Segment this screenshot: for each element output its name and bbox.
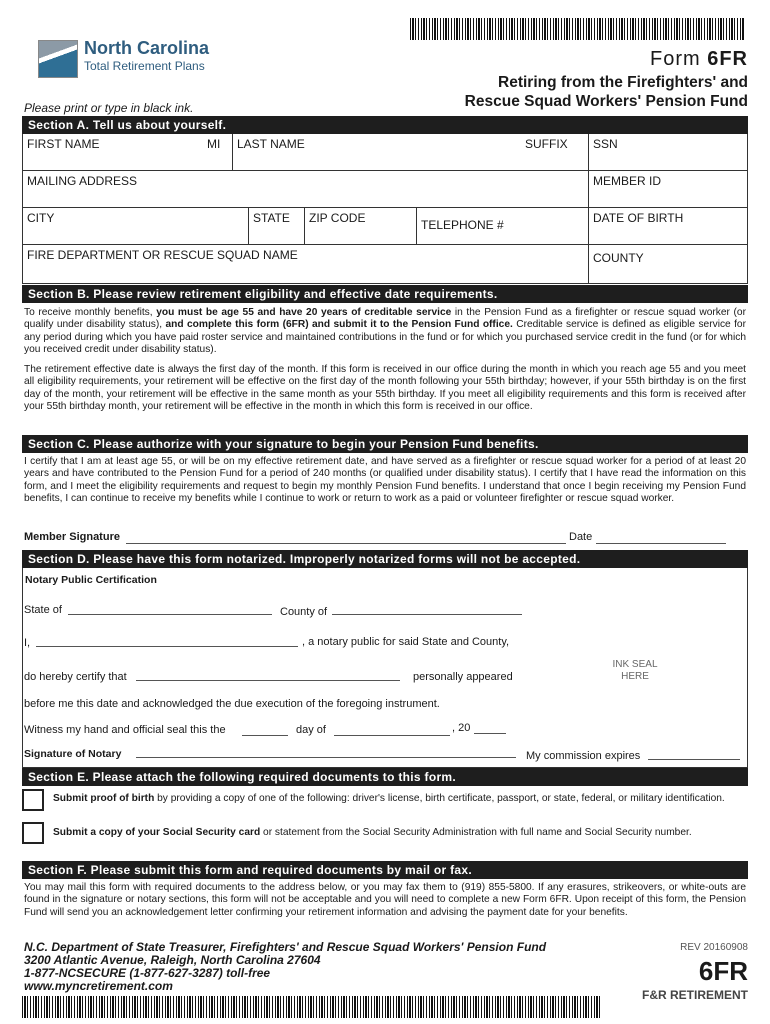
witness-label: Witness my hand and official seal this the: [24, 724, 226, 736]
mailing-address-field[interactable]: MAILING ADDRESS: [23, 171, 589, 208]
commission-label: My commission expires: [526, 750, 641, 762]
certify-line[interactable]: [136, 680, 400, 681]
section-b-paragraph-1: To receive monthly benefits, you must be age 55 and have 20 years of creditable service in the Pension Fund as a firefighter or rescue squad worker (or qualify under disability status), and complete this form (6FR) and submit it to the Pension Fund office. Creditable service is defined as eligible service for any period during which you have paid roster service and maintained contributions in the fund or for which you purchased service credit in the fund (or for which you received credit under disability status).: [24, 307, 746, 355]
notary-cert-label: Notary Public Certification: [25, 574, 157, 586]
first-name-field[interactable]: FIRST NAME: [23, 134, 203, 171]
section-f-paragraph: You may mail this form with required documents to the address below, or you may fax them to (919) 855-5800. If any erasures, strikeovers, or white-outs are found in the signature or notary sections, this form will not be acceptable and you will need to complete a new Form 6FR. Upon receipt of this form, the Pension Fund will send you an acknowledgement letter confirming your retirement information and advising the payment date for your benefits.: [24, 882, 746, 918]
date-line[interactable]: [596, 543, 726, 544]
section-a-grid: [22, 134, 748, 284]
county-field[interactable]: COUNTY: [593, 251, 644, 265]
commission-line[interactable]: [648, 759, 740, 760]
witness-month-line[interactable]: [334, 735, 450, 736]
form-code-footer: 6FR: [698, 956, 748, 986]
county-of-line[interactable]: [332, 614, 522, 615]
mi-field[interactable]: MI: [203, 134, 233, 171]
notary-name-line[interactable]: [36, 646, 298, 647]
witness-year-line[interactable]: [474, 733, 506, 734]
dob-field[interactable]: DATE OF BIRTH: [589, 208, 747, 245]
city-field[interactable]: CITY: [23, 208, 249, 245]
bottom-barcode: [22, 996, 602, 1018]
section-c-paragraph: I certify that I am at least age 55, or will be on my effective retirement date, and have served as a firefighter or rescue squad worker for a period of at least 20 years and have contributed to the Pension Fund for a period of 240 months (or qualified under disability status). I certify that I have read the information on this form, and I meet the eligibility requirements and request to begin my monthly Pension Fund benefits. I understand that once I begin receiving my Pension Fund benefits, I can continue to receive my benefits while I continue to work or return to work as a paid or volunteer firefighter or rescue squad worker.: [24, 456, 746, 504]
section-b-title: Section B. Please review retirement eligibility and effective date requirements.: [22, 285, 748, 303]
logo-line2: Total Retirement Plans: [84, 59, 205, 73]
zip-field[interactable]: ZIP CODE: [305, 208, 417, 245]
fund-title: Retiring from the Firefighters' and Rescue Squad Workers' Pension Fund: [464, 74, 748, 110]
appeared-label: personally appeared: [413, 671, 513, 683]
suffix-field[interactable]: SUFFIX: [521, 134, 589, 171]
witness-day-line[interactable]: [242, 735, 288, 736]
print-hint: Please print or type in black ink.: [24, 101, 194, 115]
state-field[interactable]: STATE: [249, 208, 305, 245]
member-id-field[interactable]: MEMBER ID: [589, 171, 747, 208]
day-of-label: day of: [296, 724, 326, 736]
footer-address: N.C. Department of State Treasurer, Firefighters' and Rescue Squad Workers' Pension Fund 3200 Atlantic Avenue, Raleigh, North Carolina 27604 1-877-NCSECURE (1-877-627-3287) toll-free www.myncretirement.com: [24, 940, 547, 993]
section-a-title: Section A. Tell us about yourself.: [22, 116, 748, 134]
date-label: Date: [569, 531, 593, 543]
birth-proof-checkbox[interactable]: [22, 789, 44, 811]
year-label: , 20: [452, 722, 471, 734]
ssn-card-checkbox[interactable]: [22, 822, 44, 844]
section-d-title: Section D. Please have this form notarized. Improperly notarized forms will not be accepted.: [22, 550, 748, 568]
certify-label: do hereby certify that: [24, 671, 127, 683]
section-e-title: Section E. Please attach the following required documents to this form.: [22, 768, 748, 786]
section-b-paragraph-2: The retirement effective date is always the first day of the month. If this form is received in our office during the month in which you reach age 55 and you meet all eligibility requirements, your retirement will be effective on the first day of the month following your 55th birthday; however, if your 55th birthday is on the first day of the month, your retirement will be effective in the same month as your 55th birthday. If you meet all eligibility requirements and this form is received after your 55th birthday month, your retirement will be effective in the month in which this form is received in our office.: [24, 364, 746, 412]
state-of-line[interactable]: [68, 614, 272, 615]
logo-line1: North Carolina: [84, 38, 210, 58]
notary-i-label: I,: [24, 637, 31, 649]
notary-for-label: , a notary public for said State and County,: [302, 636, 510, 648]
birth-proof-text: Submit proof of birth by providing a copy of one of the following: driver's license, birth certificate, passport, or state, federal, or military identification.: [53, 793, 725, 804]
top-barcode: [410, 18, 745, 40]
member-signature-line[interactable]: [126, 543, 566, 544]
last-name-field[interactable]: LAST NAME: [233, 134, 521, 171]
notary-signature-label: Signature of Notary: [24, 748, 122, 760]
nc-logo-icon: [38, 40, 78, 78]
form-title: Form 6FR: [649, 48, 748, 70]
revision-label: REV 20160908: [680, 942, 748, 953]
section-f-title: Section F. Please submit this form and required documents by mail or fax.: [22, 861, 748, 879]
state-of-label: State of: [24, 604, 62, 616]
section-c-title: Section C. Please authorize with your signature to begin your Pension Fund benefits.: [22, 435, 748, 453]
ack-text: before me this date and acknowledged the due execution of the foregoing instrument.: [24, 698, 440, 710]
ssn-card-text: Submit a copy of your Social Security card or statement from the Social Security Administration with full name and Social Security number.: [53, 827, 692, 838]
member-signature-label: Member Signature: [24, 531, 120, 543]
county-of-label: County of: [280, 606, 328, 618]
telephone-field[interactable]: TELEPHONE #: [417, 208, 589, 245]
fire-dept-field[interactable]: FIRE DEPARTMENT OR RESCUE SQUAD NAME: [23, 245, 589, 283]
dept-label: F&R RETIREMENT: [642, 988, 748, 1002]
notary-signature-line[interactable]: [136, 757, 516, 758]
ssn-field[interactable]: SSN: [589, 134, 747, 171]
ink-seal-area: INK SEAL HERE: [612, 659, 658, 682]
